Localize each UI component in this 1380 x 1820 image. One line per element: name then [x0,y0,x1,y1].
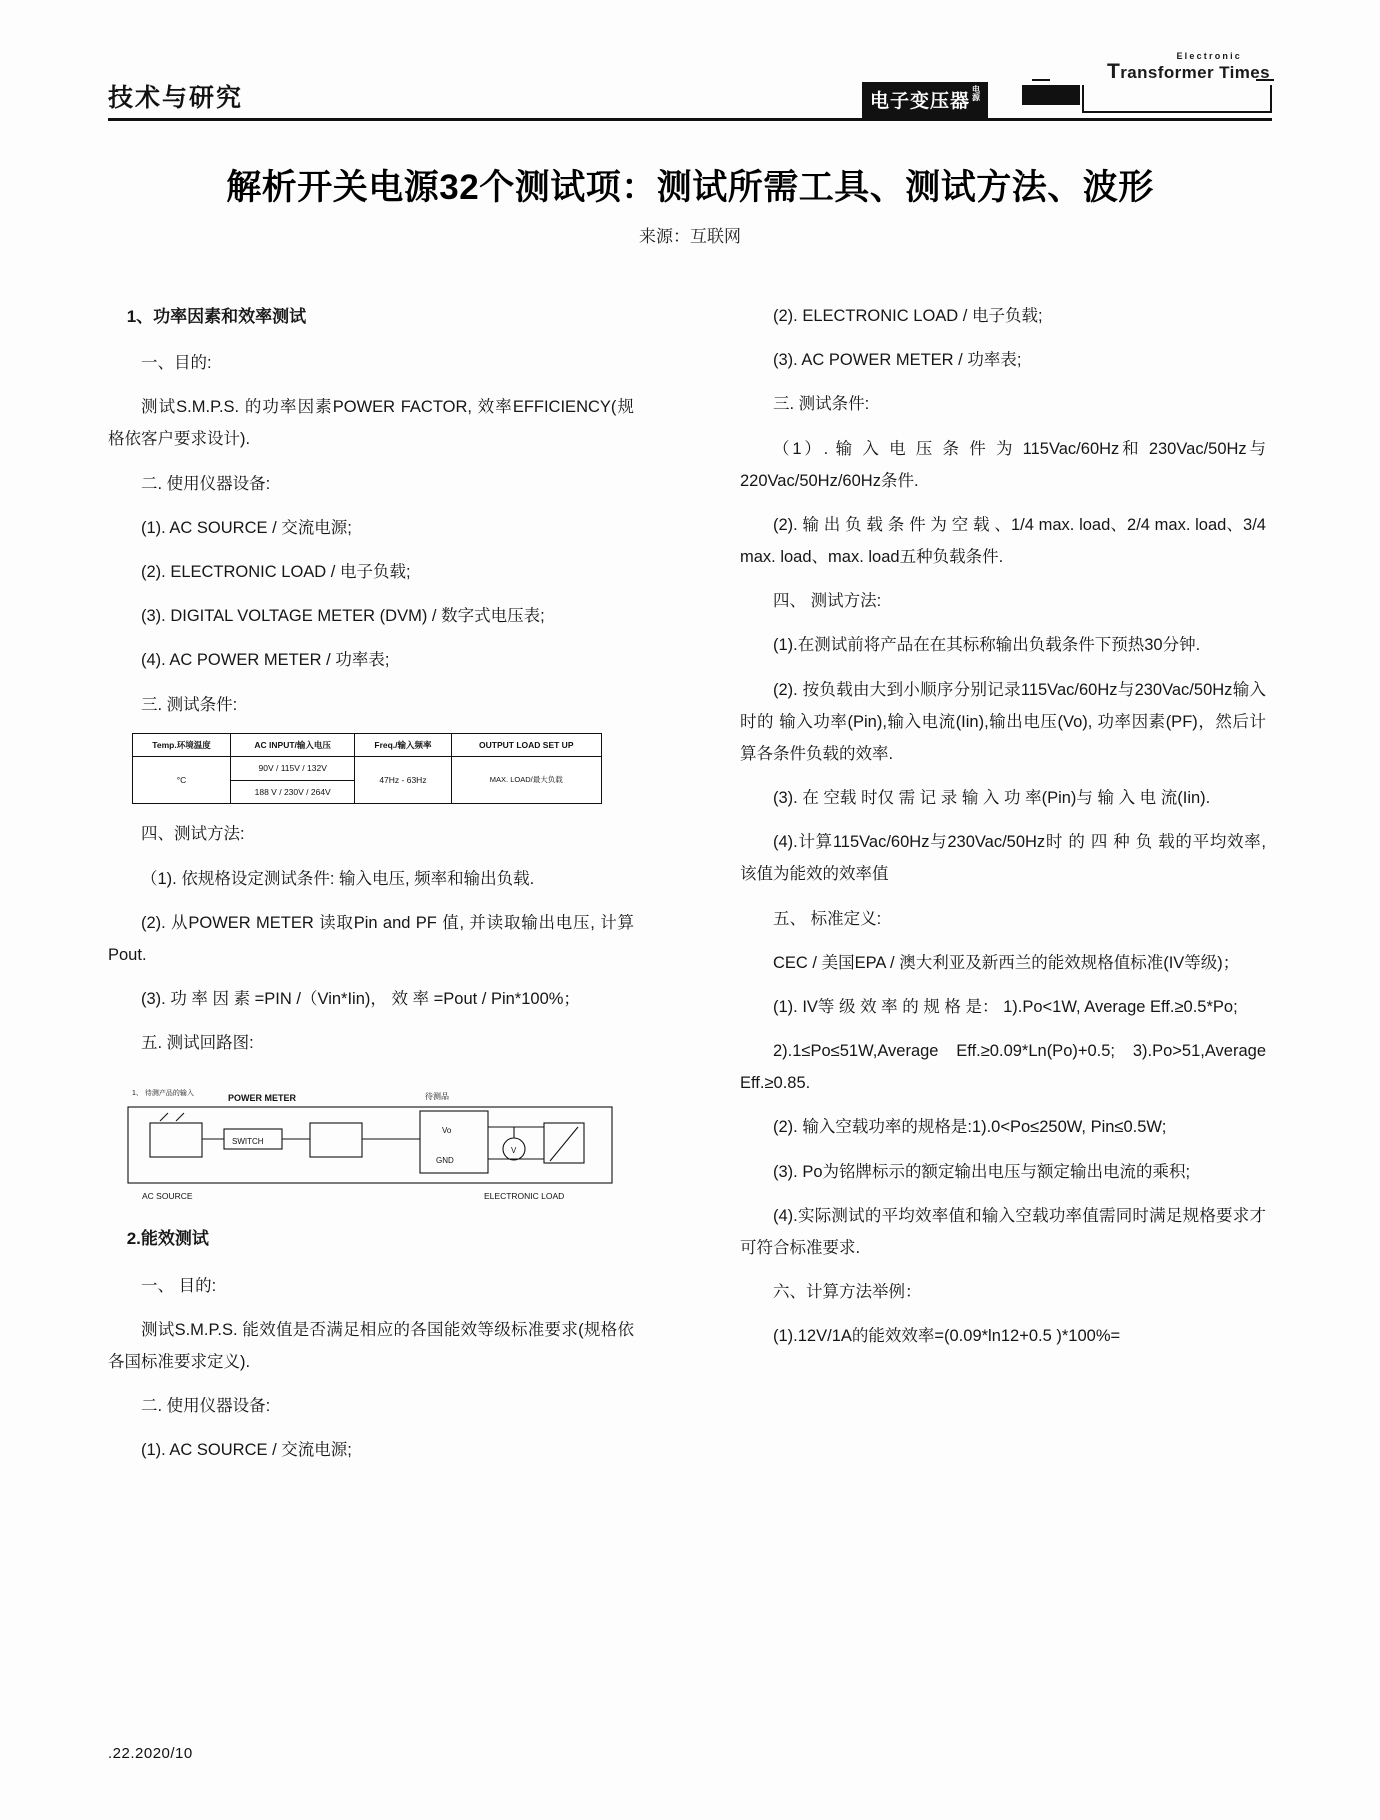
body-paragraph: (1). AC SOURCE / 交流电源; [141,518,352,537]
body-paragraph: 2).1≤Po≤51W,Average Eff.≥0.09*Ln(Po)+0.5; 3).Po>51,Average Eff.≥0.85. [740,1042,1266,1093]
masthead-rest: ransformer Times [1120,63,1270,83]
masthead-english-big [1107,61,1270,83]
body-paragraph: 一、 目的: [141,1276,217,1295]
body-paragraph: 四、测试方法: [141,825,245,844]
table-header-cell: Freq./输入频率 [355,733,451,757]
body-paragraph: (1). IV等 级 效 率 的 规 格 是： 1).Po<1W, Average Eff.≥0.5*Po; [773,997,1238,1016]
masthead-initial: T [1107,60,1121,84]
table-cell: MAX. LOAD/最大负载 [451,757,601,804]
header-divider [108,118,1272,121]
table-header-cell: OUTPUT LOAD SET UP [451,733,601,757]
masthead [852,52,1272,118]
masthead-dash-left [1032,79,1050,81]
test-conditions-table [132,733,602,805]
masthead-english-small: Electronic [1176,51,1242,61]
svg-text:1、 待测产品的输入: 1、 待测产品的输入 [132,1090,194,1098]
body-paragraph: （1）. 输 入 电 压 条 件 为 115Vac/60Hz和 230Vac/50Hz与220Vac/50Hz/60Hz条件. [740,439,1266,490]
body-paragraph: 三. 测试条件: [141,695,238,714]
body-paragraph: (3). DIGITAL VOLTAGE METER (DVM) / 数字式电压表; [141,607,545,626]
right-column [740,300,1266,1364]
body-paragraph: (1). AC SOURCE / 交流电源; [141,1441,352,1460]
body-paragraph: (4). AC POWER METER / 功率表; [141,651,390,670]
svg-text:Vo: Vo [442,1126,452,1136]
table-cell: 90V / 115V / 132V [231,757,355,781]
page-title: 解析开关电源32个测试项：测试所需工具、测试方法、波形 [226,168,1154,207]
body-paragraph: 二. 使用仪器设备: [141,1397,271,1416]
body-paragraph: (2). 按负载由大到小顺序分别记录115Vac/60Hz与230Vac/50Hz输入时的 输入功率(Pin),输入电流(Iin),输出电压(Vo), 功率因素(PF)，然后计算各条件负载的效率. [740,680,1266,763]
body-paragraph: (1).12V/1A的能效效率=(0.09*ln12+0.5 )*100%= [773,1327,1121,1346]
body-paragraph: (2). 输入空载功率的规格是:1).0<Po≤250W, Pin≤0.5W; [773,1118,1167,1137]
masthead-box [1082,85,1272,113]
body-paragraph: (3). AC POWER METER / 功率表; [773,351,1022,370]
masthead-chinese [862,82,988,118]
body-paragraph: 五. 测试回路图: [141,1034,254,1053]
svg-text:ELECTRONIC LOAD: ELECTRONIC LOAD [484,1191,565,1202]
section-heading: 2.能效测试 [126,1229,209,1249]
page-header [108,51,1272,122]
page-footer: .22.2020/10 [108,1745,193,1762]
section-heading: 1、功率因素和效率测试 [126,307,307,326]
body-paragraph: (3). 功 率 因 素 =PIN /（Vin*Iin)， 效 率 =Pout / Pin*100%； [141,990,580,1009]
table-cell: °C [133,757,231,804]
body-paragraph: (1).在测试前将产品在在其标称输出负载条件下预热30分钟. [773,636,1201,655]
svg-text:AC SOURCE: AC SOURCE [142,1191,193,1202]
svg-text:待测品: 待测品 [425,1092,449,1102]
body-paragraph: 三. 测试条件: [773,395,870,414]
masthead-bar [1022,85,1080,105]
masthead-english [1107,52,1270,83]
body-paragraph: (2). 从POWER METER 读取Pin and PF 值, 并读取输出电压, 计算Pout. [108,913,634,964]
article-source: 来源：互联网 [639,227,741,246]
body-paragraph: (2). ELECTRONIC LOAD / 电子负载; [141,563,411,581]
body-paragraph: (2). ELECTRONIC LOAD / 电子负载; [773,307,1043,325]
table-header-cell: Temp.环境温度 [133,733,231,757]
body-paragraph: 四、 测试方法: [773,592,882,611]
body-paragraph: 二. 使用仪器设备: [141,474,271,493]
table-header-row [133,733,602,757]
masthead-chinese-text: 电子变压器 [870,91,971,112]
section-title: 技术与研究 [108,84,244,112]
left-column [108,300,634,1478]
body-paragraph: (2). 输 出 负 载 条 件 为 空 载 、1/4 max. load、2/4 max. load、3/4 max. load、max. load五种负载条件. [740,515,1266,567]
body-paragraph: CEC / 美国EPA / 澳大利亚及新西兰的能效规格值标准(IV等级)； [773,953,1240,972]
svg-text:V: V [511,1146,517,1156]
body-paragraph: (3). 在 空载 时仅 需 记 录 输 入 功 率(Pin)与 输 入 电 流(Iin). [773,789,1211,808]
masthead-chinese-sup: 电 源 [972,85,981,102]
body-paragraph: 六、计算方法举例： [773,1283,922,1302]
table-row [133,757,602,781]
body-paragraph: (4).实际测试的平均效率值和输入空载功率值需同时满足规格要求才可符合标准要求. [740,1206,1266,1257]
body-paragraph: (4).计算115Vac/60Hz与230Vac/50Hz时 的 四 种 负 载的平均效率,该值为能效的效率值 [740,833,1266,884]
body-paragraph: 测试S.M.P.S. 的功率因素POWER FACTOR, 效率EFFICIENCY(规格依客户要求设计). [108,398,634,449]
table-cell: 188 V / 230V / 264V [231,780,355,804]
table-header-cell: AC INPUT/输入电压 [231,733,355,757]
body-paragraph: （1). 依规格设定测试条件: 输入电压, 频率和输出负载. [141,869,535,888]
svg-text:SWITCH: SWITCH [232,1137,264,1147]
body-paragraph: 测试S.M.P.S. 能效值是否满足相应的各国能效等级标准要求(规格依各国标准要求定义). [108,1320,634,1371]
svg-text:GND: GND [436,1156,454,1166]
body-paragraph: 一、目的: [141,354,212,373]
svg-text:POWER METER: POWER METER [228,1093,297,1104]
body-paragraph: (3). Po为铭牌标示的额定输出电压与额定输出电流的乘积; [773,1162,1191,1181]
table-cell: 47Hz - 63Hz [355,757,451,804]
test-circuit-diagram [120,1071,620,1206]
body-paragraph: 五、 标准定义: [773,909,882,928]
